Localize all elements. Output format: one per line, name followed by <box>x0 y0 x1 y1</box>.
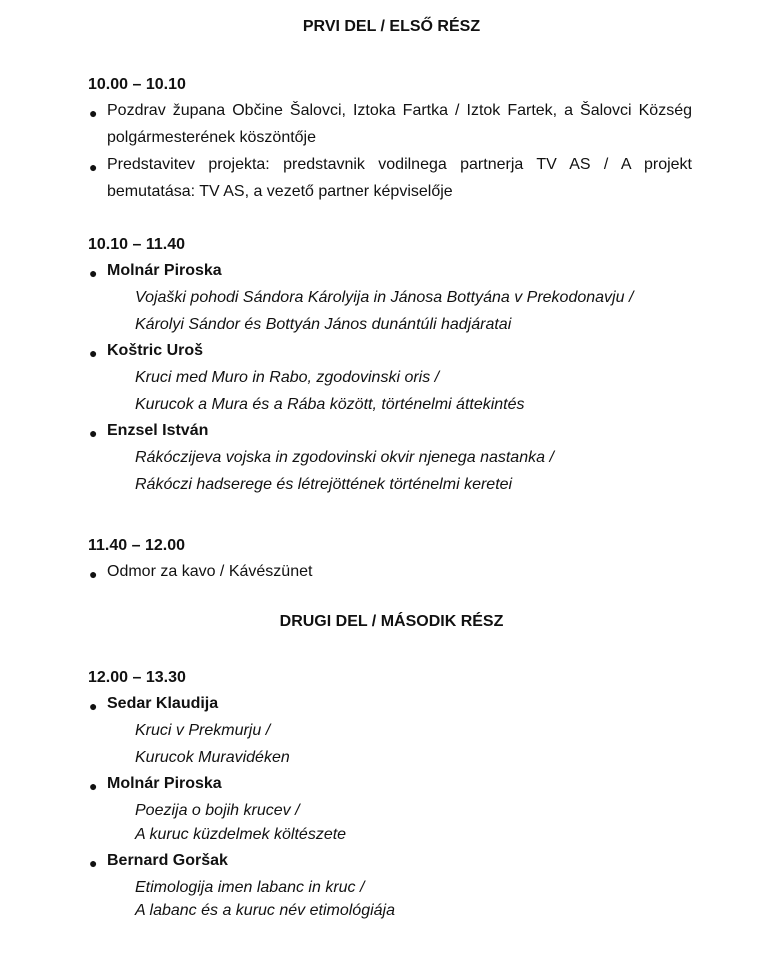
bullet-icon: ● <box>89 425 98 441</box>
talk-title: Vojaški pohodi Sándora Károlyija in Jánosa Bottyána v Prekodonavju / <box>135 289 634 306</box>
speaker-name: Enzsel István <box>107 422 209 439</box>
talk-title: Kurucok a Mura és a Rába között, történelmi áttekintés <box>135 396 525 413</box>
talk-title: Kurucok Muravidéken <box>135 749 290 766</box>
bullet-icon: ● <box>89 698 98 714</box>
talk-title: Rákóczijeva vojska in zgodovinski okvir njenega nastanka / <box>135 449 554 466</box>
speaker-name: Koštric Uroš <box>107 342 204 359</box>
talk-title: Poezija o bojih krucev / <box>135 802 300 819</box>
bullet-icon: ● <box>89 855 98 871</box>
talk-title: Kruci v Prekmurju / <box>135 722 271 739</box>
agenda-item: Predstavitev projekta: predstavnik vodilnega partnerja TV AS / A projekt <box>107 156 692 173</box>
talk-title: Rákóczi hadserege és létrejöttének történelmi keretei <box>135 476 513 493</box>
speaker-name: Molnár Piroska <box>107 775 222 792</box>
talk-title: A kuruc küzdelmek költészete <box>135 826 347 843</box>
speaker-name: Bernard Goršak <box>107 852 228 869</box>
agenda-item: Pozdrav župana Občine Šalovci, Iztoka Fartka / Iztok Fartek, a Šalovci Község <box>107 102 692 119</box>
bullet-icon: ● <box>89 345 98 361</box>
agenda-item-cont: polgármesterének köszöntője <box>107 129 317 146</box>
agenda-item: Odmor za kavo / Kávészünet <box>107 563 313 580</box>
talk-title: Kruci med Muro in Rabo, zgodovinski oris / <box>135 369 440 386</box>
time-slot: 12.00 – 13.30 <box>88 669 186 686</box>
time-slot: 11.40 – 12.00 <box>88 537 185 554</box>
part2-heading: DRUGI DEL / MÁSODIK RÉSZ <box>279 613 504 630</box>
time-slot: 10.10 – 11.40 <box>88 236 185 253</box>
speaker-name: Molnár Piroska <box>107 262 222 279</box>
talk-title: A labanc és a kuruc név etimológiája <box>135 902 395 919</box>
bullet-icon: ● <box>89 566 98 582</box>
talk-title: Károlyi Sándor és Bottyán János dunántúli hadjáratai <box>135 316 512 333</box>
bullet-icon: ● <box>89 159 98 175</box>
talk-title: Etimologija imen labanc in kruc / <box>135 879 365 896</box>
bullet-icon: ● <box>89 778 98 794</box>
agenda-item-cont: bemutatása: TV AS, a vezető partner képviselője <box>107 183 453 200</box>
speaker-name: Sedar Klaudija <box>107 695 219 712</box>
bullet-icon: ● <box>89 105 98 121</box>
bullet-icon: ● <box>89 265 98 281</box>
part1-heading: PRVI DEL / ELSŐ RÉSZ <box>302 18 481 35</box>
time-slot: 10.00 – 10.10 <box>88 76 186 93</box>
